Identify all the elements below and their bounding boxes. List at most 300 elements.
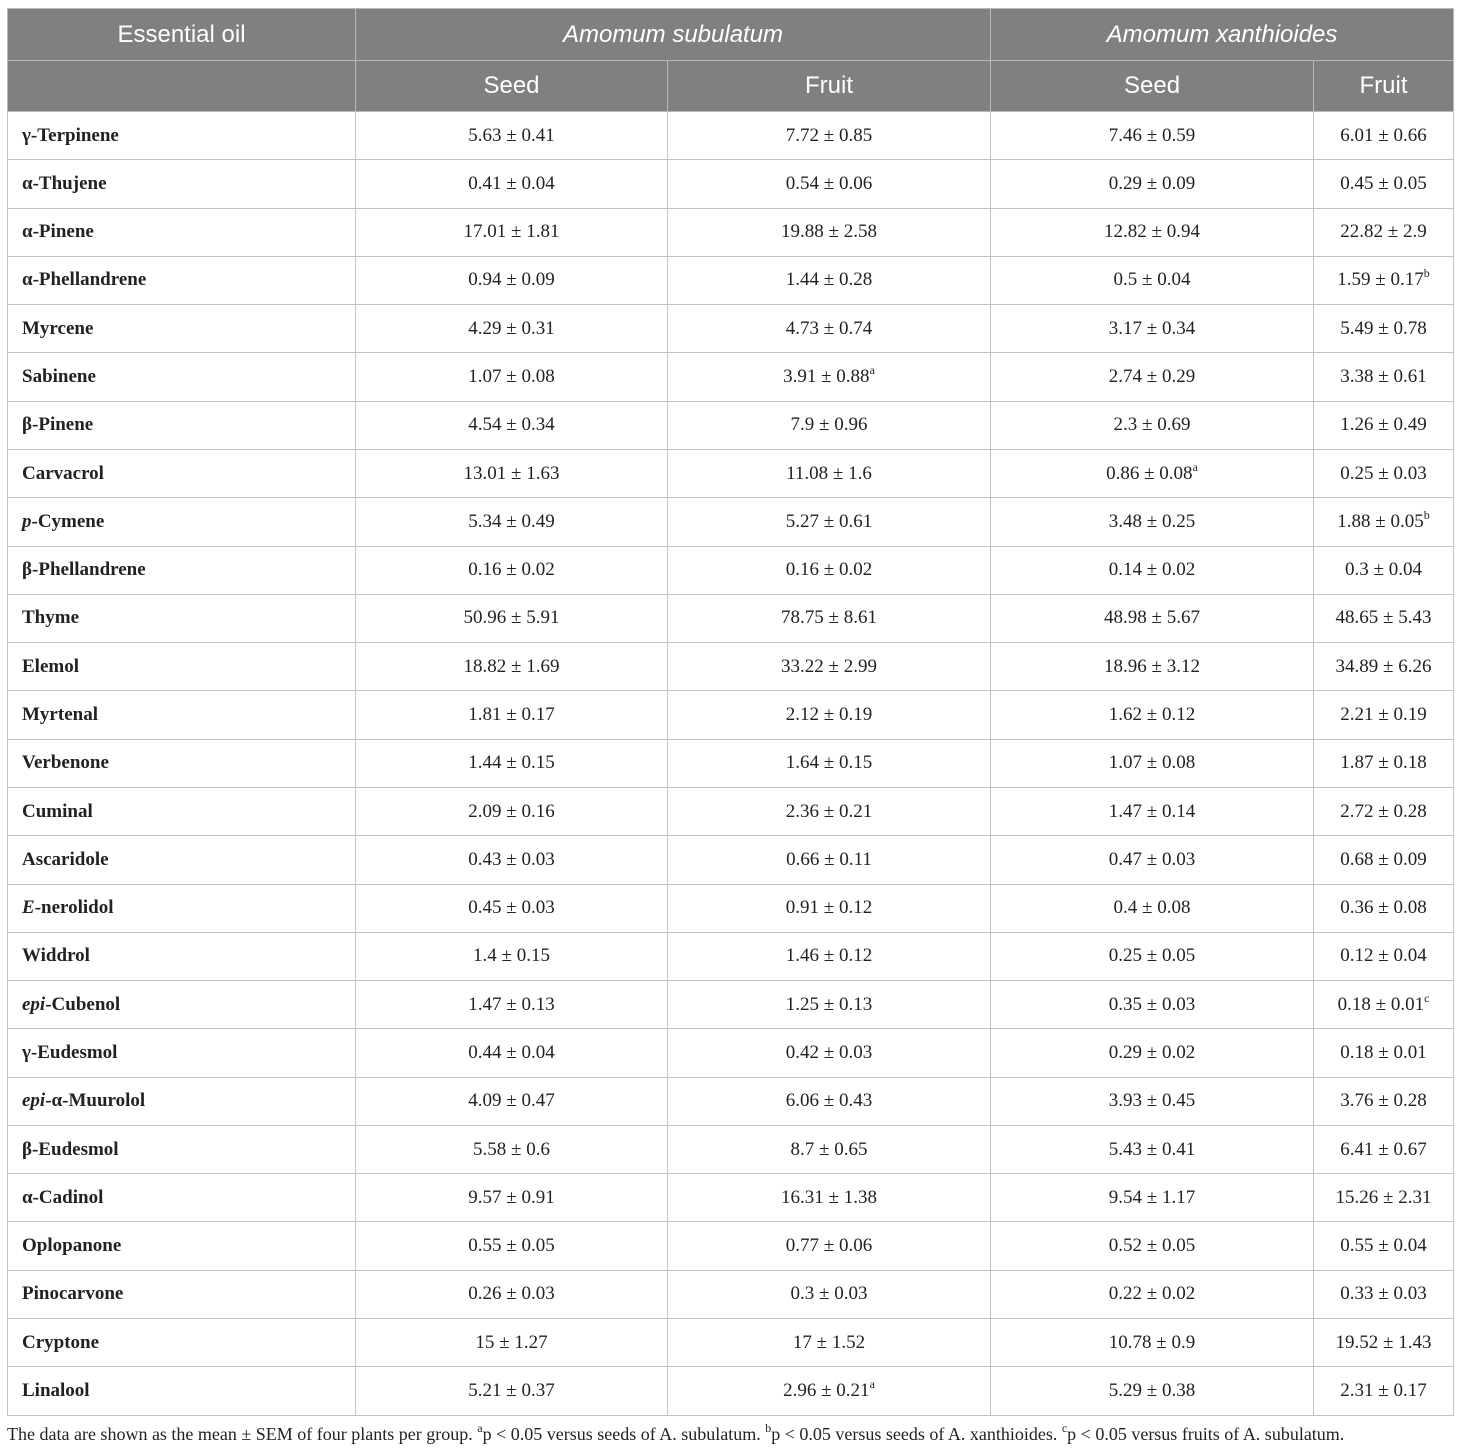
compound-name <box>8 787 356 835</box>
value-cell <box>991 1174 1314 1222</box>
value-cell <box>991 884 1314 932</box>
value-cell <box>356 401 668 449</box>
value-text: 0.35 ± 0.03 <box>1108 993 1196 1015</box>
value-cell <box>991 353 1314 401</box>
value-text: 0.36 ± 0.08 <box>1340 897 1427 919</box>
value-cell <box>991 1222 1314 1270</box>
compound-name <box>8 498 356 546</box>
compound-label: γ-Terpinene <box>22 124 119 146</box>
footnote-lead: The data are shown as the mean ± SEM of four plants per group. <box>7 1424 478 1444</box>
value-cell <box>668 884 991 932</box>
value-cell <box>1314 256 1454 304</box>
value-cell <box>1314 1270 1454 1318</box>
value-cell <box>356 1367 668 1416</box>
compound-label: β-Eudesmol <box>22 1138 119 1160</box>
value-cell <box>356 1174 668 1222</box>
value-text: 0.25 ± 0.03 <box>1340 462 1427 484</box>
value-cell <box>356 1125 668 1173</box>
table-row <box>8 594 1454 642</box>
value-cell <box>668 1222 991 1270</box>
compound-label: Carvacrol <box>22 462 104 484</box>
value-text: 0.52 ± 0.05 <box>1108 1235 1196 1257</box>
value-text: 19.52 ± 1.43 <box>1335 1331 1432 1353</box>
table-row <box>8 1029 1454 1077</box>
value-cell <box>1314 1367 1454 1416</box>
value-cell <box>1314 836 1454 884</box>
value-text: 0.14 ± 0.02 <box>1108 559 1196 581</box>
value-text: 5.29 ± 0.38 <box>1108 1380 1196 1402</box>
value-cell <box>668 1029 991 1077</box>
value-text: 3.93 ± 0.45 <box>1108 1090 1196 1112</box>
compound-label: Cuminal <box>22 800 93 822</box>
compound-label: Ascaridole <box>22 848 109 870</box>
value-cell <box>356 546 668 594</box>
value-cell <box>1314 1029 1454 1077</box>
compound-label: -α-Muurolol <box>45 1090 146 1112</box>
compound-name <box>8 836 356 884</box>
compound-label: α-Pinene <box>22 221 94 243</box>
footnote-a-text: p < 0.05 versus seeds of A. subulatum. <box>482 1424 766 1444</box>
value-cell <box>668 739 991 787</box>
header-subulatum-fruit: Fruit <box>668 61 991 112</box>
value-cell <box>356 1077 668 1125</box>
value-text: 11.08 ± 1.6 <box>786 462 872 484</box>
compound-name <box>8 691 356 739</box>
table-row <box>8 1270 1454 1318</box>
value-cell <box>356 256 668 304</box>
value-text: 1.87 ± 0.18 <box>1340 752 1427 774</box>
value-text: 2.72 ± 0.28 <box>1340 800 1427 822</box>
value-cell <box>668 1270 991 1318</box>
value-text: 4.54 ± 0.34 <box>468 414 555 436</box>
table-header <box>8 9 1454 112</box>
value-text: 7.9 ± 0.96 <box>790 414 868 436</box>
value-text: 0.54 ± 0.06 <box>785 172 873 194</box>
value-cell <box>1314 594 1454 642</box>
value-cell <box>668 691 991 739</box>
value-cell <box>1314 1125 1454 1173</box>
value-cell <box>1314 208 1454 256</box>
value-text: 9.54 ± 1.17 <box>1108 1186 1196 1208</box>
compound-name <box>8 739 356 787</box>
value-text: 2.12 ± 0.19 <box>785 704 873 726</box>
value-text: 0.33 ± 0.03 <box>1340 1283 1427 1305</box>
value-cell <box>991 594 1314 642</box>
value-text: 0.41 ± 0.04 <box>468 172 555 194</box>
value-cell <box>991 208 1314 256</box>
compound-name <box>8 1367 356 1416</box>
value-cell <box>668 932 991 980</box>
header-essential-oil: Essential oil <box>8 9 356 61</box>
significance-marker: b <box>1423 507 1430 522</box>
value-text: 2.21 ± 0.19 <box>1340 704 1427 726</box>
value-text: 19.88 ± 2.58 <box>781 221 877 243</box>
essential-oil-table <box>7 8 1454 1416</box>
value-cell <box>991 305 1314 353</box>
value-text: 1.64 ± 0.15 <box>785 752 873 774</box>
value-text: 0.44 ± 0.04 <box>468 1041 555 1063</box>
value-cell <box>1314 1077 1454 1125</box>
footnote-a-marker: a <box>477 1421 483 1435</box>
value-cell <box>668 546 991 594</box>
value-cell <box>1314 546 1454 594</box>
value-cell <box>1314 884 1454 932</box>
value-text: 0.66 ± 0.11 <box>786 848 872 870</box>
value-cell <box>1314 739 1454 787</box>
value-text: 0.29 ± 0.02 <box>1108 1041 1196 1063</box>
value-text: 0.25 ± 0.05 <box>1108 945 1196 967</box>
table-row <box>8 353 1454 401</box>
compound-name <box>8 1319 356 1367</box>
value-text: 18.82 ± 1.69 <box>463 655 560 677</box>
value-text: 3.17 ± 0.34 <box>1108 317 1196 339</box>
value-text: 9.57 ± 0.91 <box>468 1186 555 1208</box>
value-cell <box>1314 1319 1454 1367</box>
compound-label: β-Pinene <box>22 414 94 436</box>
value-text: 10.78 ± 0.9 <box>1108 1331 1196 1353</box>
value-cell <box>991 739 1314 787</box>
value-text: 0.29 ± 0.09 <box>1108 172 1196 194</box>
value-text: 1.07 ± 0.08 <box>468 366 555 388</box>
value-text: 7.46 ± 0.59 <box>1108 124 1196 146</box>
value-text: 2.96 ± 0.21 <box>783 1380 870 1402</box>
value-cell <box>668 836 991 884</box>
value-cell <box>1314 498 1454 546</box>
value-cell <box>356 449 668 497</box>
value-text: 4.09 ± 0.47 <box>468 1090 555 1112</box>
value-text: 5.27 ± 0.61 <box>785 510 873 532</box>
header-species-subulatum: Amomum subulatum <box>356 9 991 61</box>
value-cell <box>668 981 991 1029</box>
value-cell <box>668 449 991 497</box>
value-cell <box>991 1270 1314 1318</box>
value-cell <box>991 932 1314 980</box>
value-text: 0.77 ± 0.06 <box>785 1235 873 1257</box>
value-cell <box>668 594 991 642</box>
value-text: 22.82 ± 2.9 <box>1340 221 1427 243</box>
value-cell <box>991 498 1314 546</box>
value-cell <box>356 498 668 546</box>
value-text: 5.34 ± 0.49 <box>468 510 555 532</box>
table-row <box>8 256 1454 304</box>
table-row <box>8 112 1454 160</box>
value-text: 6.01 ± 0.66 <box>1340 124 1427 146</box>
significance-marker: a <box>869 1377 875 1392</box>
compound-name <box>8 449 356 497</box>
value-cell <box>991 401 1314 449</box>
value-text: 0.94 ± 0.09 <box>468 269 555 291</box>
value-text: 0.55 ± 0.04 <box>1340 1235 1427 1257</box>
value-cell <box>1314 1174 1454 1222</box>
compound-label: -nerolidol <box>34 897 114 919</box>
value-text: 15.26 ± 2.31 <box>1335 1186 1432 1208</box>
compound-name <box>8 1174 356 1222</box>
value-text: 33.22 ± 2.99 <box>781 655 877 677</box>
compound-name <box>8 1125 356 1173</box>
value-text: 3.48 ± 0.25 <box>1108 510 1196 532</box>
table-row <box>8 498 1454 546</box>
compound-name <box>8 884 356 932</box>
value-text: 1.07 ± 0.08 <box>1108 752 1196 774</box>
compound-name <box>8 1077 356 1125</box>
value-text: 0.3 ± 0.03 <box>790 1283 868 1305</box>
value-cell <box>1314 353 1454 401</box>
table-row <box>8 449 1454 497</box>
value-cell <box>991 256 1314 304</box>
value-text: 0.22 ± 0.02 <box>1108 1283 1196 1305</box>
value-text: 5.43 ± 0.41 <box>1108 1138 1196 1160</box>
table-row <box>8 401 1454 449</box>
value-text: 1.88 ± 0.05 <box>1337 510 1424 532</box>
compound-name <box>8 981 356 1029</box>
compound-name <box>8 353 356 401</box>
compound-label: α-Cadinol <box>22 1186 104 1208</box>
table-body <box>8 112 1454 1416</box>
value-text: 3.38 ± 0.61 <box>1340 366 1427 388</box>
header-blank <box>8 61 356 112</box>
value-text: 17 ± 1.52 <box>792 1331 866 1353</box>
value-text: 0.86 ± 0.08 <box>1106 462 1193 484</box>
value-text: 4.29 ± 0.31 <box>468 317 555 339</box>
value-text: 0.4 ± 0.08 <box>1113 897 1191 919</box>
value-cell <box>991 1029 1314 1077</box>
value-text: 1.4 ± 0.15 <box>473 945 550 967</box>
value-cell <box>356 836 668 884</box>
significance-marker: a <box>1192 459 1198 474</box>
table-row <box>8 981 1454 1029</box>
table-row <box>8 884 1454 932</box>
compound-name <box>8 932 356 980</box>
value-cell <box>356 208 668 256</box>
compound-name <box>8 401 356 449</box>
value-cell <box>668 353 991 401</box>
value-text: 0.91 ± 0.12 <box>785 897 873 919</box>
compound-name <box>8 1029 356 1077</box>
value-text: 1.44 ± 0.15 <box>468 752 555 774</box>
value-cell <box>668 1174 991 1222</box>
compound-label: Pinocarvone <box>22 1283 124 1305</box>
value-text: 1.81 ± 0.17 <box>468 704 555 726</box>
value-cell <box>1314 932 1454 980</box>
table-row <box>8 739 1454 787</box>
value-text: 78.75 ± 8.61 <box>781 607 877 629</box>
value-cell <box>668 498 991 546</box>
value-cell <box>356 1319 668 1367</box>
table-row <box>8 1174 1454 1222</box>
table-row <box>8 1319 1454 1367</box>
value-text: 5.63 ± 0.41 <box>468 124 555 146</box>
value-cell <box>991 449 1314 497</box>
compound-label: Oplopanone <box>22 1235 122 1257</box>
compound-label: Verbenone <box>22 752 109 774</box>
compound-prefix: epi <box>22 1090 46 1112</box>
compound-label: γ-Eudesmol <box>22 1041 118 1063</box>
value-text: 2.09 ± 0.16 <box>468 800 555 822</box>
header-xanthioides-seed: Seed <box>991 61 1314 112</box>
value-cell <box>356 981 668 1029</box>
value-text: 6.41 ± 0.67 <box>1340 1138 1427 1160</box>
value-text: 18.96 ± 3.12 <box>1104 655 1200 677</box>
compound-prefix: E <box>22 897 35 919</box>
compound-label: Sabinene <box>22 366 96 388</box>
compound-label: Thyme <box>22 607 79 629</box>
footnote-c-marker: c <box>1061 1421 1068 1435</box>
value-cell <box>991 836 1314 884</box>
value-cell <box>1314 401 1454 449</box>
compound-prefix: p <box>22 510 32 532</box>
value-cell <box>991 160 1314 208</box>
value-cell <box>991 643 1314 691</box>
value-cell <box>991 1367 1314 1416</box>
value-text: 1.47 ± 0.14 <box>1108 800 1196 822</box>
compound-prefix: epi <box>22 993 46 1015</box>
value-cell <box>1314 305 1454 353</box>
value-text: 1.59 ± 0.17 <box>1337 269 1424 291</box>
compound-name <box>8 160 356 208</box>
value-text: 5.21 ± 0.37 <box>468 1380 555 1402</box>
compound-label: -Cymene <box>31 510 105 532</box>
value-cell <box>668 256 991 304</box>
table-row <box>8 160 1454 208</box>
compound-name <box>8 594 356 642</box>
header-subulatum-seed: Seed <box>356 61 668 112</box>
compound-name <box>8 1270 356 1318</box>
value-cell <box>1314 981 1454 1029</box>
table-row <box>8 546 1454 594</box>
compound-name <box>8 643 356 691</box>
compound-label: Elemol <box>22 655 79 677</box>
value-text: 3.76 ± 0.28 <box>1340 1090 1427 1112</box>
value-cell <box>991 787 1314 835</box>
value-cell <box>668 401 991 449</box>
value-cell <box>356 353 668 401</box>
table-row <box>8 836 1454 884</box>
value-cell <box>668 112 991 160</box>
value-cell <box>668 208 991 256</box>
value-cell <box>668 643 991 691</box>
table-row <box>8 1222 1454 1270</box>
value-cell <box>356 643 668 691</box>
value-text: 0.16 ± 0.02 <box>468 559 555 581</box>
value-text: 12.82 ± 0.94 <box>1104 221 1200 243</box>
value-cell <box>356 1222 668 1270</box>
footnote-b-text: p < 0.05 versus seeds of A. xanthioides. <box>771 1424 1062 1444</box>
significance-marker: b <box>1423 266 1430 281</box>
value-text: 2.36 ± 0.21 <box>785 800 873 822</box>
value-text: 0.45 ± 0.03 <box>468 897 555 919</box>
header-species-xanthioides: Amomum xanthioides <box>991 9 1454 61</box>
value-cell <box>991 546 1314 594</box>
value-text: 3.91 ± 0.88 <box>783 366 870 388</box>
value-cell <box>356 787 668 835</box>
header-xanthioides-fruit: Fruit <box>1314 61 1454 112</box>
compound-name <box>8 256 356 304</box>
value-text: 0.55 ± 0.05 <box>468 1235 555 1257</box>
value-cell <box>1314 1222 1454 1270</box>
significance-marker: c <box>1424 990 1430 1005</box>
value-text: 0.12 ± 0.04 <box>1340 945 1427 967</box>
table-row <box>8 1125 1454 1173</box>
compound-label: Cryptone <box>22 1331 100 1353</box>
table-row <box>8 932 1454 980</box>
value-text: 2.3 ± 0.69 <box>1113 414 1191 436</box>
value-text: 0.26 ± 0.03 <box>468 1283 555 1305</box>
value-cell <box>1314 691 1454 739</box>
compound-label: Myrcene <box>22 317 94 339</box>
table-row <box>8 1367 1454 1416</box>
table-footnote <box>7 1421 1345 1445</box>
value-cell <box>356 1270 668 1318</box>
value-cell <box>991 981 1314 1029</box>
compound-name <box>8 112 356 160</box>
value-cell <box>1314 643 1454 691</box>
value-text: 1.44 ± 0.28 <box>785 269 873 291</box>
value-text: 34.89 ± 6.26 <box>1335 655 1432 677</box>
value-cell <box>1314 112 1454 160</box>
value-cell <box>668 1125 991 1173</box>
value-cell <box>356 932 668 980</box>
value-text: 48.98 ± 5.67 <box>1104 607 1200 629</box>
value-cell <box>991 112 1314 160</box>
table-row <box>8 787 1454 835</box>
value-text: 1.62 ± 0.12 <box>1108 704 1196 726</box>
value-cell <box>1314 787 1454 835</box>
value-text: 2.31 ± 0.17 <box>1340 1380 1427 1402</box>
value-cell <box>1314 160 1454 208</box>
compound-label: α-Thujene <box>22 172 107 194</box>
footnote-b-marker: b <box>765 1421 772 1435</box>
value-text: 0.68 ± 0.09 <box>1340 848 1427 870</box>
value-text: 0.18 ± 0.01 <box>1340 1041 1427 1063</box>
value-cell <box>991 1077 1314 1125</box>
value-cell <box>356 739 668 787</box>
value-text: 48.65 ± 5.43 <box>1335 607 1432 629</box>
value-text: 15 ± 1.27 <box>475 1331 548 1353</box>
value-text: 5.58 ± 0.6 <box>473 1138 550 1160</box>
value-cell <box>991 1319 1314 1367</box>
compound-name <box>8 208 356 256</box>
value-text: 1.47 ± 0.13 <box>468 993 555 1015</box>
value-cell <box>1314 449 1454 497</box>
value-text: 4.73 ± 0.74 <box>785 317 873 339</box>
compound-label: β-Phellandrene <box>22 559 146 581</box>
value-text: 0.42 ± 0.03 <box>785 1041 873 1063</box>
value-text: 5.49 ± 0.78 <box>1340 317 1427 339</box>
value-text: 0.43 ± 0.03 <box>468 848 555 870</box>
value-cell <box>356 1029 668 1077</box>
compound-label: α-Phellandrene <box>22 269 147 291</box>
value-text: 0.47 ± 0.03 <box>1108 848 1196 870</box>
value-text: 0.18 ± 0.01 <box>1337 993 1425 1015</box>
value-text: 13.01 ± 1.63 <box>463 462 560 484</box>
value-text: 0.45 ± 0.05 <box>1340 172 1427 194</box>
value-text: 17.01 ± 1.81 <box>463 221 560 243</box>
table-row <box>8 208 1454 256</box>
value-text: 0.5 ± 0.04 <box>1113 269 1191 291</box>
value-cell <box>668 305 991 353</box>
value-cell <box>668 1319 991 1367</box>
value-text: 16.31 ± 1.38 <box>781 1186 877 1208</box>
compound-name <box>8 546 356 594</box>
value-text: 1.46 ± 0.12 <box>785 945 873 967</box>
value-cell <box>356 691 668 739</box>
value-cell <box>668 160 991 208</box>
value-text: 50.96 ± 5.91 <box>463 607 560 629</box>
table-row <box>8 1077 1454 1125</box>
footnote-c-text: p < 0.05 versus fruits of A. subulatum. <box>1067 1424 1345 1444</box>
value-cell <box>991 1125 1314 1173</box>
compound-label: -Cubenol <box>45 993 121 1015</box>
